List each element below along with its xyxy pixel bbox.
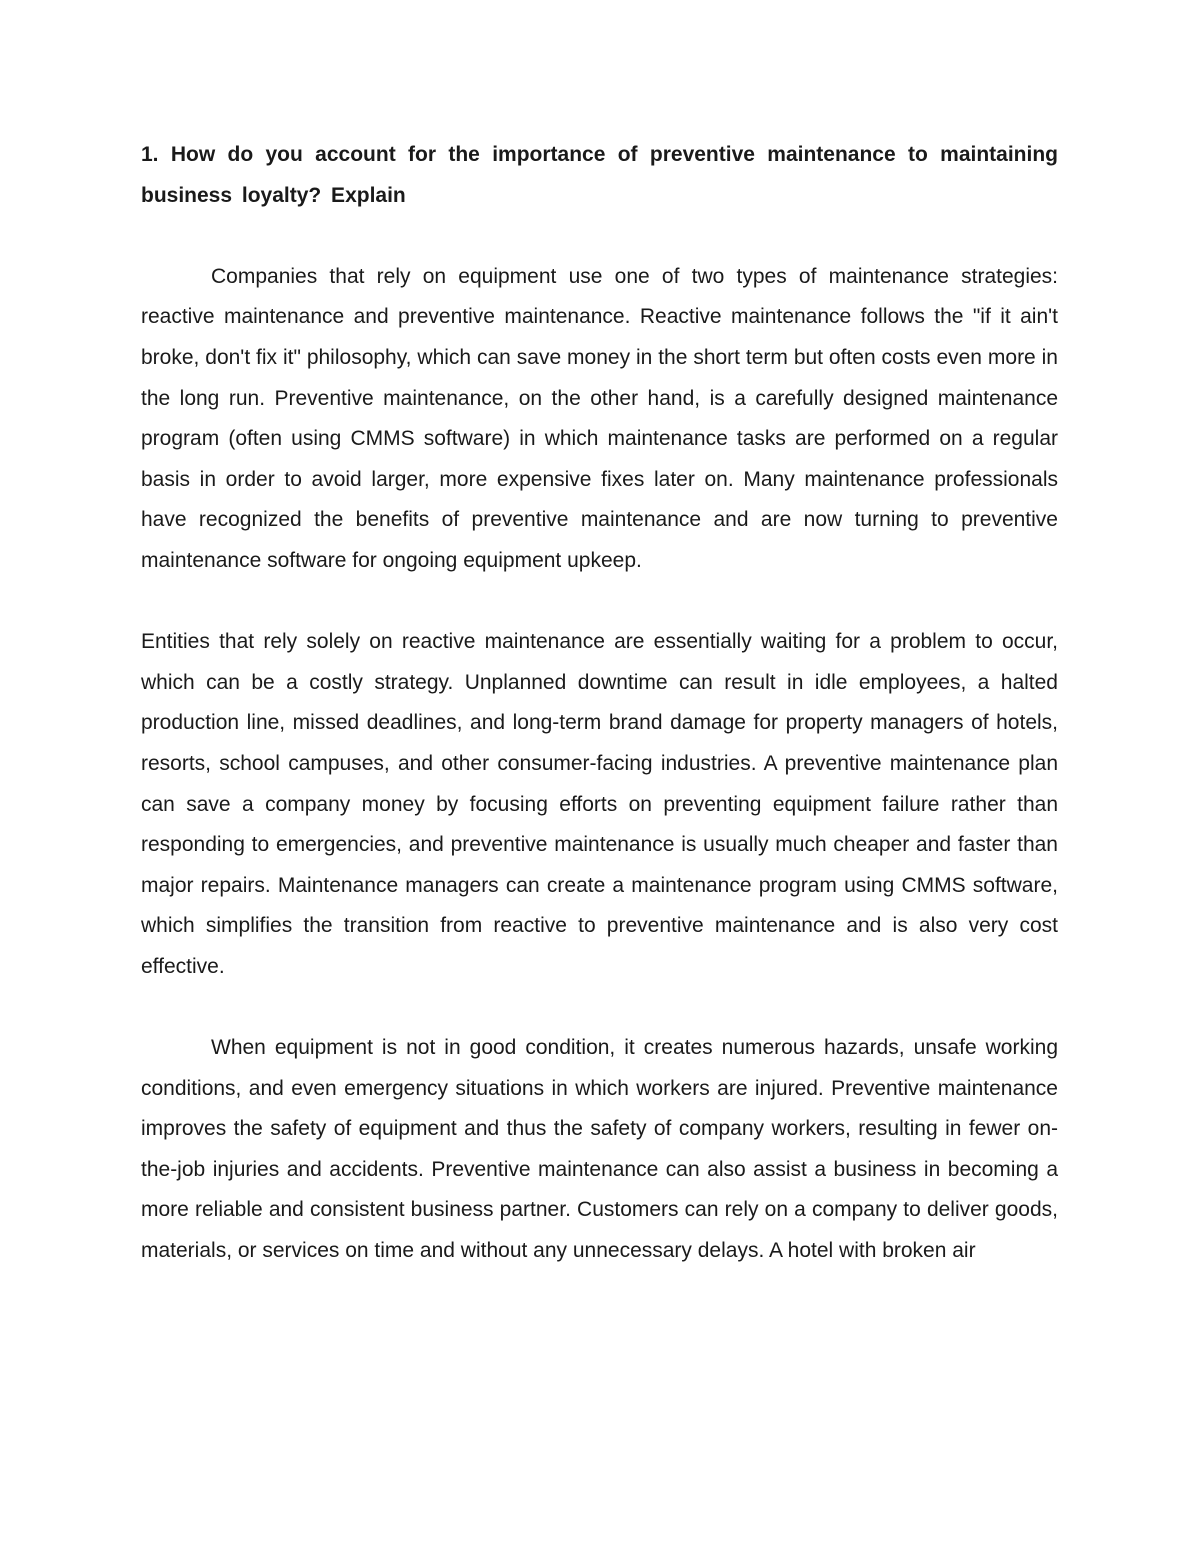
paragraph-safety-and-reliability: When equipment is not in good condition, it creates numerous hazards, unsafe working conditions, and even emergency situations in which workers are injured. Preventive maintenance improves the safety of equipment and thus the safety of company workers, resulting in fewer on-the-job injuries and accidents. Preventive maintenance can also assist a business in becoming a more reliable and consistent business partner. Customers can rely on a company to deliver goods, materials, or services on time and without any unnecessary delays. A hotel with broken air: [141, 1036, 1058, 1263]
document-body: [141, 135, 1058, 1272]
question-heading: 1. How do you account for the importance of preventive maintenance to maintaining business loyalty? Explain: [141, 143, 1058, 207]
paragraph-maintenance-strategies: Companies that rely on equipment use one of two types of maintenance strategies: reactive maintenance and preventive maintenance. Reactive maintenance follows the "if it ain't broke, don't fix it" philosophy, which can save money in the short term but often costs even more in the long run. Preventive maintenance, on the other hand, is a carefully designed maintenance program (often using CMMS software) in which maintenance tasks are performed on a regular basis in order to avoid larger, more expensive fixes later on. Many maintenance professionals have recognized the benefits of preventive maintenance and are now turning to preventive maintenance software for ongoing equipment upkeep.: [141, 264, 1058, 572]
paragraph-reactive-maintenance-costs: Entities that rely solely on reactive maintenance are essentially waiting for a problem to occur, which can be a costly strategy. Unplanned downtime can result in idle employees, a halted production line, missed deadlines, and long-term brand damage for property managers of hotels, resorts, school campuses, and other consumer-facing industries. A preventive maintenance plan can save a company money by focusing efforts on preventing equipment failure rather than responding to emergencies, and preventive maintenance is usually much cheaper and faster than major repairs. Maintenance managers can create a maintenance program using CMMS software, which simplifies the transition from reactive to preventive maintenance and is also very cost effective.: [141, 630, 1058, 978]
